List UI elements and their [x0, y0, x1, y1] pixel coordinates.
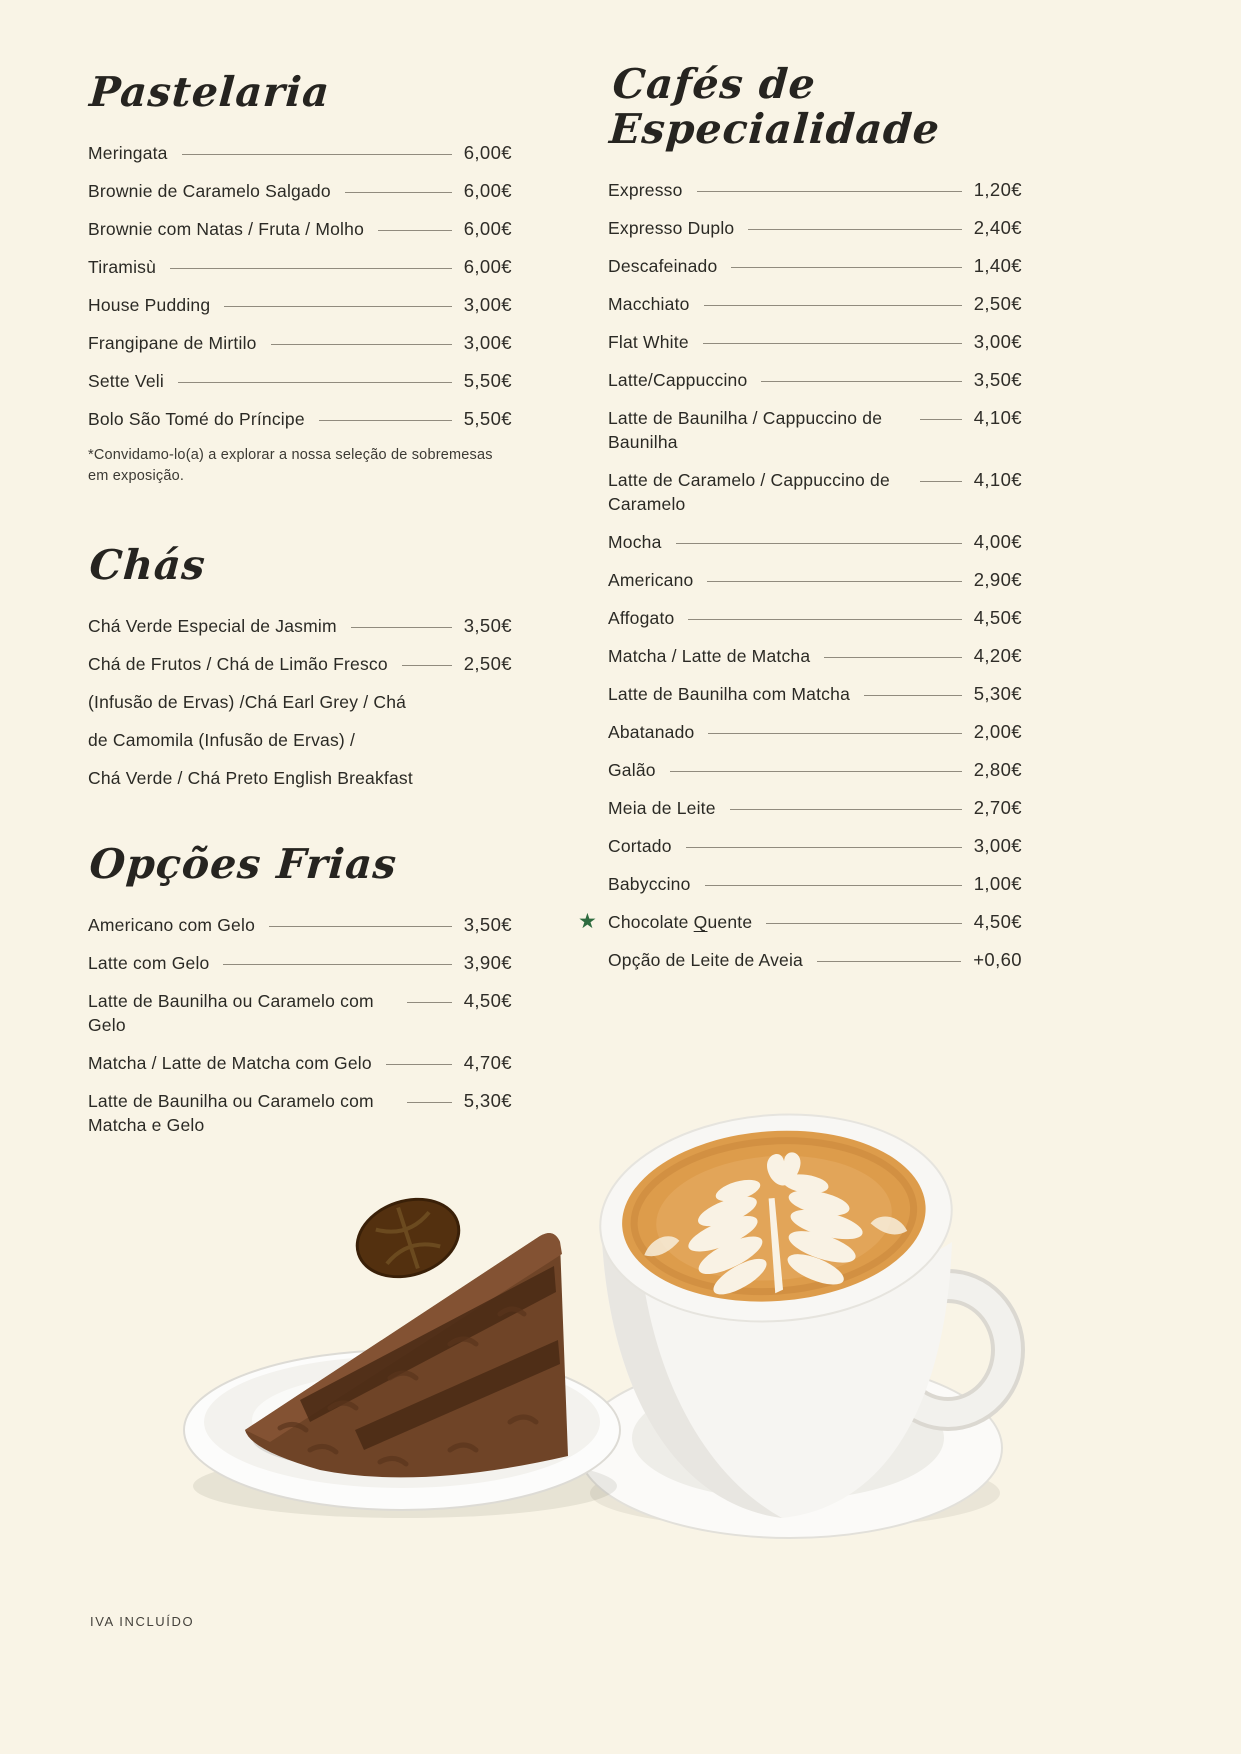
section-title-pastelaria: Pastelaria: [87, 68, 332, 116]
item-price: 5,30€: [973, 683, 1022, 705]
item-price: +0,60: [973, 949, 1022, 971]
item-label: Chocolate Quente: [608, 912, 753, 933]
item-label: de Camomila (Infusão de Ervas) /: [88, 730, 356, 751]
pastelaria-note: *Convidamo-lo(a) a explorar a nossa seleção de sobremesas em exposição.: [88, 447, 493, 485]
item-price: 6,00€: [463, 142, 512, 164]
leader-line: [864, 682, 962, 696]
leader-line: [730, 796, 962, 810]
menu-item: [88, 331, 512, 355]
leader-line: [708, 720, 961, 734]
leader-line: [319, 407, 452, 421]
leader-line: [402, 652, 452, 666]
leader-line: [351, 614, 452, 628]
item-price: 4,10€: [973, 407, 1022, 429]
menu-item: [608, 254, 1022, 278]
leader-line: [378, 217, 452, 231]
item-label: Brownie de Caramelo Salgado: [88, 181, 331, 202]
menu-item: [88, 1051, 512, 1075]
menu-item: [88, 652, 512, 676]
item-price: 3,50€: [463, 914, 512, 936]
item-price: 2,50€: [463, 653, 512, 675]
menu-item-continuation: [88, 728, 512, 752]
item-label: Latte de Baunilha / Cappuccino de Baunilha: [608, 408, 883, 453]
item-price: 4,10€: [973, 469, 1022, 491]
menu-item: [88, 951, 512, 975]
leader-line: [920, 468, 962, 482]
item-label: Latte de Baunilha ou Caramelo com Matcha e Gelo: [88, 1091, 374, 1136]
leader-line: [345, 179, 452, 193]
section-title-opcoes-frias: Opções Frias: [87, 840, 399, 889]
item-price: 4,50€: [973, 607, 1022, 629]
item-label: Matcha / Latte de Matcha: [608, 646, 811, 667]
item-label: Americano: [608, 570, 694, 591]
item-label: Chá Verde Especial de Jasmim: [88, 616, 337, 637]
menu-item: [88, 407, 512, 431]
menu-item: [88, 614, 512, 638]
item-label: Cortado: [608, 836, 672, 857]
leader-line: [271, 331, 452, 345]
menu-item: [608, 368, 1022, 392]
item-label: House Pudding: [88, 295, 211, 316]
leader-line: [761, 368, 961, 382]
item-label: Tiramisù: [88, 257, 157, 278]
menu-item: [608, 606, 1022, 630]
item-label: Latte/Cappuccino: [608, 370, 748, 391]
right-column: [578, 60, 1022, 986]
menu-item: [608, 530, 1022, 554]
leader-line: [707, 568, 961, 582]
leader-line: [704, 292, 962, 306]
menu-item: [608, 796, 1022, 820]
menu-item-continuation: [88, 690, 512, 714]
leader-line: [824, 644, 961, 658]
item-label: Chá Verde / Chá Preto English Breakfast: [88, 768, 413, 789]
item-price: 3,00€: [463, 294, 512, 316]
leader-line: [697, 178, 962, 192]
vat-footer: IVA INCLUÍDO: [90, 1614, 195, 1629]
leader-line: [670, 758, 962, 772]
menu-item: [88, 293, 512, 317]
menu-item: [608, 720, 1022, 744]
item-label: Latte de Caramelo / Cappuccino de Caramelo: [608, 470, 890, 515]
item-price: 3,00€: [973, 331, 1022, 353]
menu-item: [608, 468, 1022, 516]
item-price: 5,30€: [463, 1090, 512, 1112]
item-label: Expresso Duplo: [608, 218, 735, 239]
item-price: 6,00€: [463, 256, 512, 278]
menu-item: [88, 913, 512, 937]
item-price: 3,00€: [973, 835, 1022, 857]
item-price: 3,50€: [973, 369, 1022, 391]
menu-item: [608, 644, 1022, 668]
item-label: Matcha / Latte de Matcha com Gelo: [88, 1053, 372, 1074]
menu-item: [88, 179, 512, 203]
menu-item: [88, 369, 512, 393]
menu-item: [608, 406, 1022, 454]
menu-item: [608, 758, 1022, 782]
item-price: 4,20€: [973, 645, 1022, 667]
item-label: Meia de Leite: [608, 798, 716, 819]
leader-line: [748, 216, 961, 230]
leader-line: [731, 254, 961, 268]
menu-item-continuation: [88, 766, 512, 790]
leader-line: [170, 255, 452, 269]
leader-line: [676, 530, 962, 544]
menu-item: [88, 217, 512, 241]
menu-item: [608, 948, 1022, 972]
leader-line: [703, 330, 962, 344]
menu-item: [608, 330, 1022, 354]
section-pastelaria: [88, 70, 512, 487]
coffee-photo: [578, 1103, 1008, 1538]
item-label: Expresso: [608, 180, 683, 201]
item-price: 1,20€: [973, 179, 1022, 201]
item-label: Chá de Frutos / Chá de Limão Fresco: [88, 654, 388, 675]
item-label: Latte com Gelo: [88, 953, 210, 974]
cake-and-coffee-photo: [150, 1078, 1030, 1618]
item-label: Latte de Baunilha ou Caramelo com Gelo: [88, 991, 374, 1036]
item-label: Sette Veli: [88, 371, 164, 392]
item-label: Brownie com Natas / Fruta / Molho: [88, 219, 365, 240]
leader-line: [224, 293, 451, 307]
leader-line: [178, 369, 452, 383]
item-price: 2,90€: [973, 569, 1022, 591]
item-price: 2,40€: [973, 217, 1022, 239]
leader-line: [182, 141, 452, 155]
leader-line: [817, 948, 961, 962]
menu-item: [608, 178, 1022, 202]
menu-item: [608, 682, 1022, 706]
item-price: 3,00€: [463, 332, 512, 354]
item-label: (Infusão de Ervas) /Chá Earl Grey / Chá: [88, 692, 407, 713]
menu-item: [88, 141, 512, 165]
item-label: Babyccino: [608, 874, 691, 895]
item-label: Descafeinado: [608, 256, 718, 277]
cake-photo: [184, 1187, 620, 1518]
item-price: 2,70€: [973, 797, 1022, 819]
item-price: 3,90€: [463, 952, 512, 974]
leader-line: [688, 606, 961, 620]
leader-line: [766, 910, 961, 924]
item-label: Flat White: [608, 332, 689, 353]
item-price: 4,50€: [463, 990, 512, 1012]
item-price: 2,80€: [973, 759, 1022, 781]
item-label: Galão: [608, 760, 656, 781]
item-label: Meringata: [88, 143, 168, 164]
item-price: 6,00€: [463, 218, 512, 240]
item-price: 4,00€: [973, 531, 1022, 553]
leader-line: [686, 834, 962, 848]
section-title-cafes: Cafés de Especialidade: [607, 60, 942, 154]
item-label: Bolo São Tomé do Príncipe: [88, 409, 305, 430]
item-price: 5,50€: [463, 370, 512, 392]
star-icon: ★: [578, 910, 597, 934]
leader-line: [386, 1051, 452, 1065]
leader-line: [705, 872, 962, 886]
item-price: 3,50€: [463, 615, 512, 637]
menu-item: [608, 568, 1022, 592]
leader-line: [407, 989, 451, 1003]
menu-item: [608, 292, 1022, 316]
leader-line: [269, 913, 452, 927]
leader-line: [920, 406, 962, 420]
item-label: Macchiato: [608, 294, 690, 315]
menu-item-featured: [578, 910, 1022, 934]
item-label: Mocha: [608, 532, 662, 553]
item-price: 6,00€: [463, 180, 512, 202]
section-chas: [88, 543, 512, 790]
item-price: 2,50€: [973, 293, 1022, 315]
item-label: Americano com Gelo: [88, 915, 255, 936]
menu-item: [608, 834, 1022, 858]
leader-line: [223, 951, 451, 965]
item-label: Abatanado: [608, 722, 695, 743]
menu-item: [608, 872, 1022, 896]
item-label: Affogato: [608, 608, 675, 629]
item-price: 2,00€: [973, 721, 1022, 743]
item-label: Latte de Baunilha com Matcha: [608, 684, 850, 705]
item-label: Opção de Leite de Aveia: [608, 950, 803, 971]
menu-item: [88, 255, 512, 279]
item-price: 4,70€: [463, 1052, 512, 1074]
section-title-chas: Chás: [87, 541, 208, 590]
menu-item: [608, 216, 1022, 240]
menu-item: [88, 989, 512, 1037]
item-price: 5,50€: [463, 408, 512, 430]
item-price: 4,50€: [973, 911, 1022, 933]
item-label: Frangipane de Mirtilo: [88, 333, 257, 354]
item-price: 1,40€: [973, 255, 1022, 277]
item-price: 1,00€: [973, 873, 1022, 895]
left-column: [88, 70, 512, 1151]
section-cafes: [578, 60, 1022, 972]
